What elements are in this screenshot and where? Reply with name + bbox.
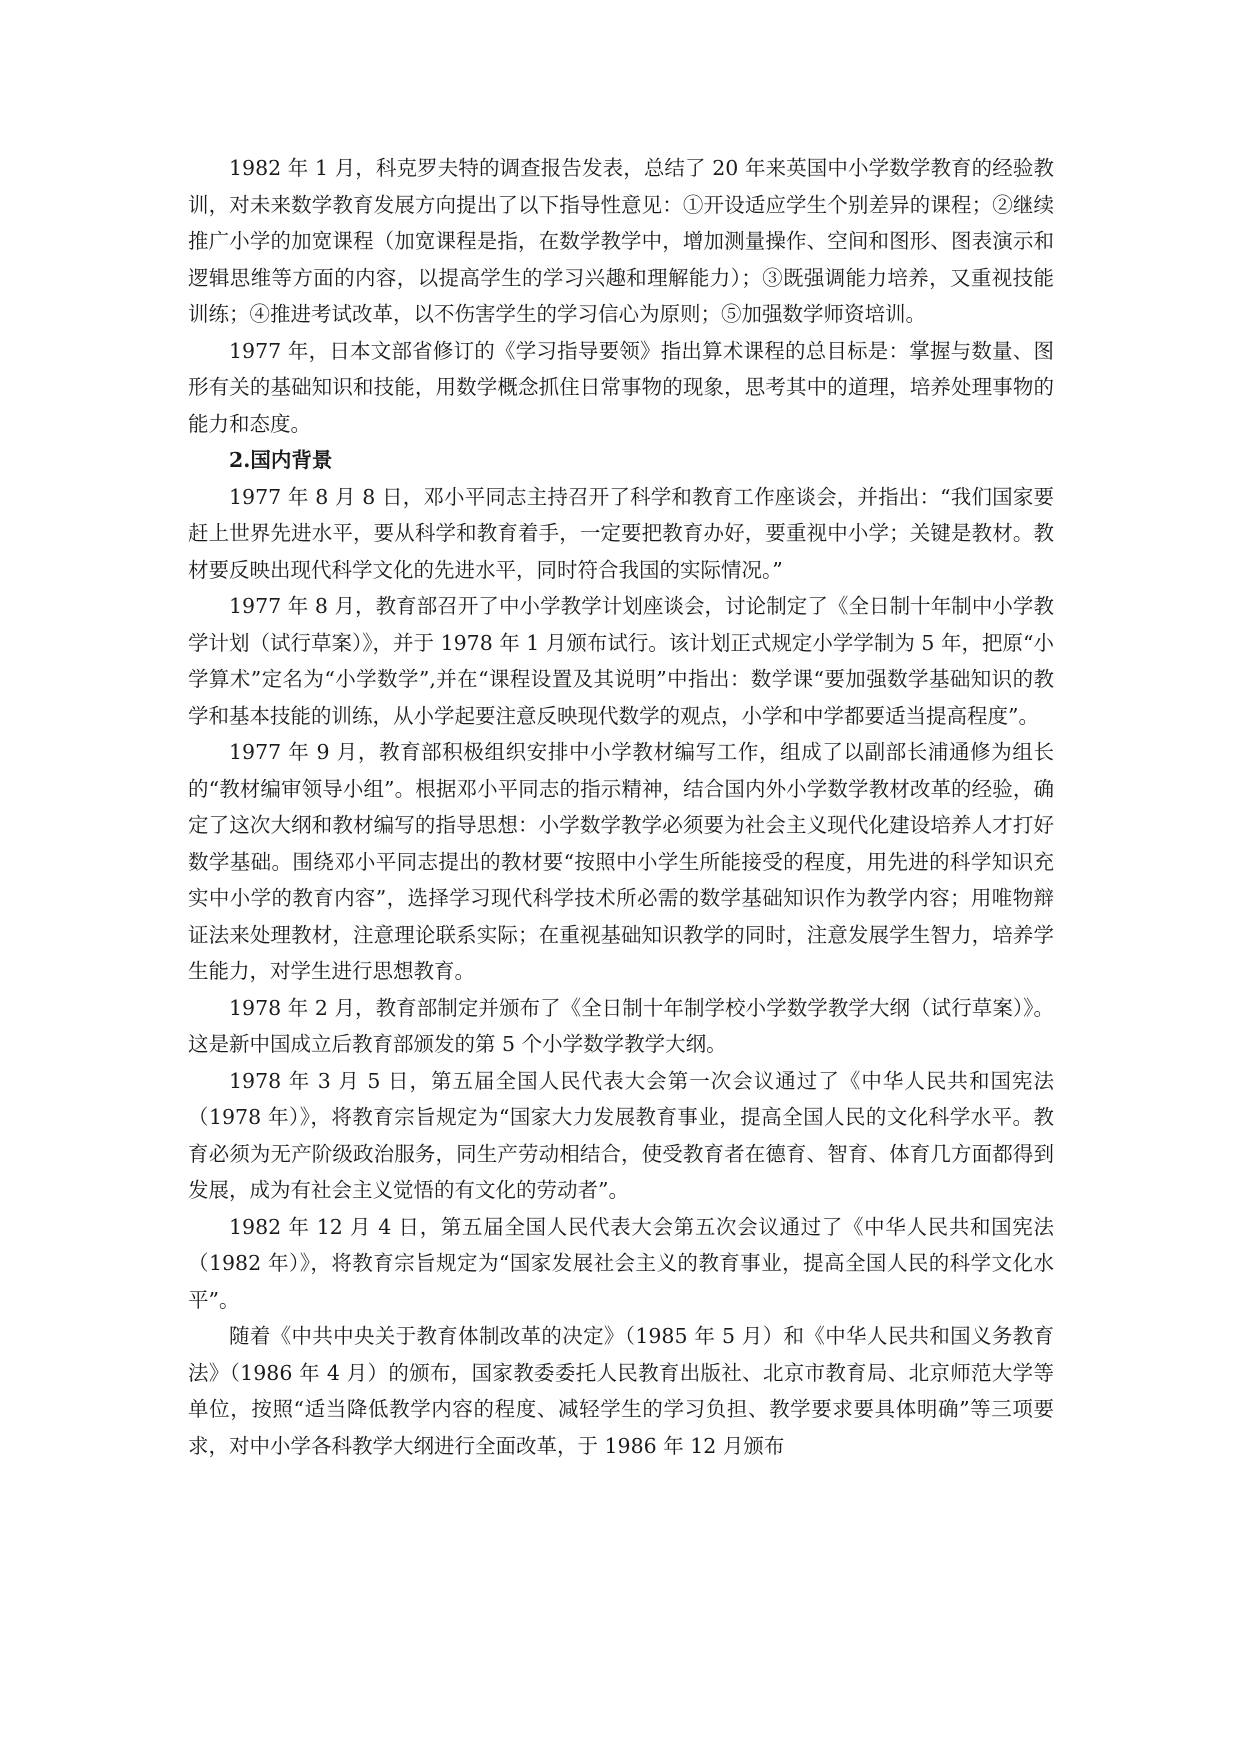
paragraph-1978-constitution: 1978 年 3 月 5 日，第五届全国人民代表大会第一次会议通过了《中华人民共和国宪法（1978 年）》，将教育宗旨规定为“国家大力发展教育事业，提高全国人民的文化科学水平。教育必须为无产阶级政治服务，同生产劳动相结合，使受教育者在德育、智育、体育几方面都得到发展，成为有社会主义觉悟的有文化的劳动者”。: [188, 1068, 1054, 1202]
paragraph-1982-constitution: 1982 年 12 月 4 日，第五届全国人民代表大会第五次会议通过了《中华人民共和国宪法（1982 年）》，将教育宗旨规定为“国家发展社会主义的教育事业，提高全国人民的科学文化水平”。: [188, 1214, 1054, 1312]
paragraph-cockcroft-report: 1982 年 1 月，科克罗夫特的调查报告发表，总结了 20 年来英国中小学数学教育的经验教训，对未来数学教育发展方向提出了以下指导性意见：①开设适应学生个别差异的课程；②继续推广小学的加宽课程（加宽课程是指，在数学教学中，增加测量操作、空间和图形、图表演示和逻辑思维等方面的内容，以提高学生的学习兴趣和理解能力）；③既强调能力培养，又重视技能训练；④推进考试改革，以不伤害学生的学习信心为原则；⑤加强数学师资培训。: [188, 156, 1054, 326]
paragraph-1977-sep-textbooks: 1977 年 9 月，教育部积极组织安排中小学教材编写工作，组成了以副部长浦通修为组长的“教材编审领导小组”。根据邓小平同志的指示精神，结合国内外小学数学教材改革的经验，确定了这次大纲和教材编写的指导思想：小学数学教学必须要为社会主义现代化建设培养人才打好数学基础。围绕邓小平同志提出的教材要“按照中小学生所能接受的程度，用先进的科学知识充实中小学的教育内容”，选择学习现代科学技术所必需的数学基础知识作为教学内容；用唯物辩证法来处理教材，注意理论联系实际；在重视基础知识教学的同时，注意发展学生智力，培养学生能力，对学生进行思想教育。: [188, 740, 1054, 983]
document-page: [188, 150, 1054, 1464]
paragraph-1985-reform: 随着《中共中央关于教育体制改革的决定》（1985 年 5 月）和《中华人民共和国义务教育法》（1986 年 4 月）的颁布，国家教委委托人民教育出版社、北京市教育局、北京师范大学等单位，按照“适当降低教学内容的程度、减轻学生的学习负担、教学要求要具体明确”等三项要求，对中小学各科教学大纲进行全面改革，于 1986 年 12 月颁布: [188, 1324, 1054, 1458]
paragraph-1978-feb-syllabus: 1978 年 2 月，教育部制定并颁布了《全日制十年制学校小学数学教学大纲（试行草案）》。这是新中国成立后教育部颁发的第 5 个小学数学教学大纲。: [188, 995, 1054, 1056]
paragraph-1977-aug-8: 1977 年 8 月 8 日，邓小平同志主持召开了科学和教育工作座谈会，并指出：“我们国家要赶上世界先进水平，要从科学和教育着手，一定要把教育办好，要重视中小学；关键是教材。教材要反映出现代科学文化的先进水平，同时符合我国的实际情况。”: [188, 484, 1054, 582]
paragraph-1977-aug-plan: 1977 年 8 月，教育部召开了中小学教学计划座谈会，讨论制定了《全日制十年制中小学教学计划（试行草案）》，并于 1978 年 1 月颁布试行。该计划正式规定小学学制为 5 年，把原“小学算术”定名为“小学数学”,并在“课程设置及其说明”中指出：数学课“要加强数学基础知识的教学和基本技能的训练，从小学起要注意反映现代数学的观点，小学和中学都要适当提高程度”。: [188, 594, 1054, 728]
section-heading-domestic: 2.国内背景: [229, 448, 333, 472]
paragraph-japan-guidelines: 1977 年，日本文部省修订的《学习指导要领》指出算术课程的总目标是：掌握与数量、图形有关的基础知识和技能，用数学概念抓住日常事物的现象，思考其中的道理，培养处理事物的能力和态度。: [188, 338, 1054, 436]
